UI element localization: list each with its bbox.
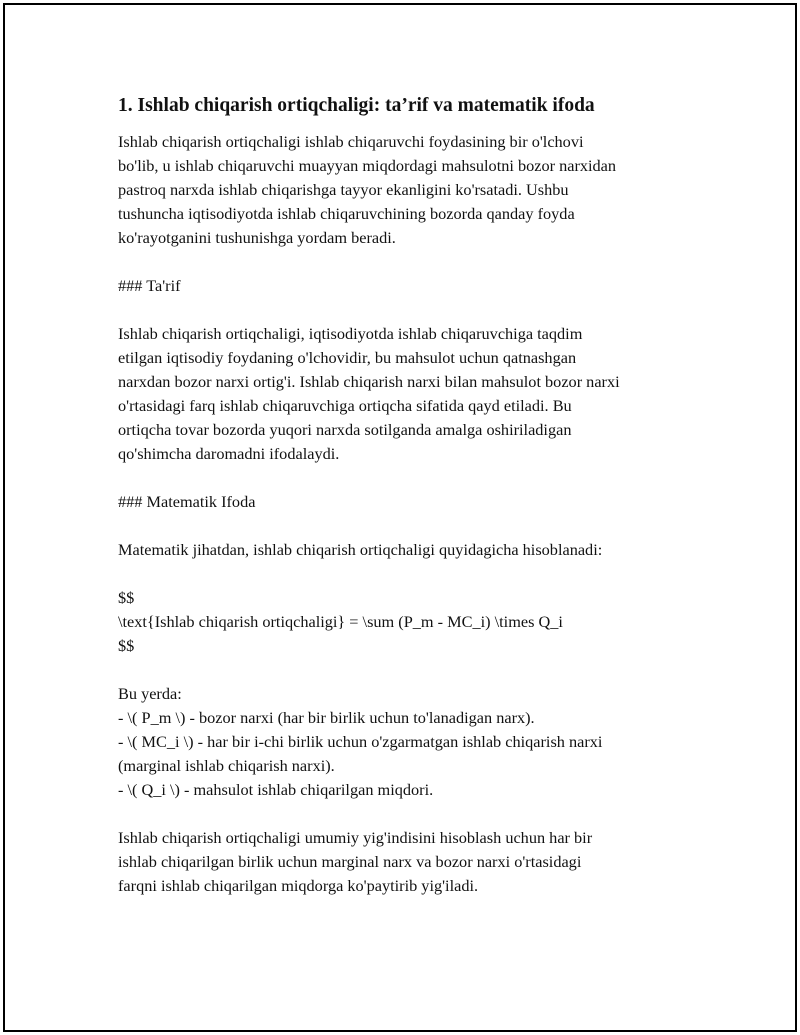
text-line: Ishlab chiqarish ortiqchaligi umumiy yig'indisini hisoblash uchun har bir (118, 828, 593, 847)
text-line: (marginal ishlab chiqarish narxi). (118, 756, 335, 775)
heading-tarif: ### Ta'rif (118, 276, 181, 295)
text-line: tushuncha iqtisodiyotda ishlab chiqaruvchining bozorda qanday foyda (118, 204, 575, 223)
formula-line: $$ (118, 588, 135, 607)
formula-line: \text{Ishlab chiqarish ortiqchaligi} = \sum (P_m - MC_i) \times Q_i (118, 612, 563, 631)
text-line: Bu yerda: (118, 684, 182, 703)
text-line: etilgan iqtisodiy foydaning o'lchovidir, bu mahsulot uchun qatnashgan (118, 348, 577, 367)
formula-block (118, 586, 718, 658)
tarif-paragraph (118, 322, 718, 466)
document-body (118, 92, 718, 898)
formula-line: $$ (118, 636, 135, 655)
intro-paragraph (118, 130, 718, 250)
list-item: - \( MC_i \) - har bir i-chi birlik uchun o'zgarmatgan ishlab chiqarish narxi (118, 732, 603, 751)
heading-ifoda: ### Matematik Ifoda (118, 492, 256, 511)
text-line: ishlab chiqarilgan birlik uchun marginal narx va bozor narxi o'rtasidagi (118, 852, 582, 871)
text-line: pastroq narxda ishlab chiqarishga tayyor ekanligini ko'rsatadi. Ushbu (118, 180, 569, 199)
text-line: Ishlab chiqarish ortiqchaligi ishlab chiqaruvchi foydasining bir o'lchovi (118, 132, 584, 151)
list-item: - \( P_m \) - bozor narxi (har bir birlik uchun to'lanadigan narx). (118, 708, 535, 727)
text-line: ko'rayotganini tushunishga yordam beradi. (118, 228, 396, 247)
list-item: - \( Q_i \) - mahsulot ishlab chiqarilgan miqdori. (118, 780, 434, 799)
text-line: narxdan bozor narxi ortig'i. Ishlab chiqarish narxi bilan mahsulot bozor narxi (118, 372, 620, 391)
text-line: qo'shimcha daromadni ifodalaydi. (118, 444, 340, 463)
text-line: farqni ishlab chiqarilgan miqdorga ko'paytirib yig'iladi. (118, 876, 479, 895)
text-line: ortiqcha tovar bozorda yuqori narxda sotilganda amalga oshiriladigan (118, 420, 572, 439)
text-line: o'rtasidagi farq ishlab chiqaruvchiga ortiqcha sifatida qayd etiladi. Bu (118, 396, 572, 415)
ifoda-intro: Matematik jihatdan, ishlab chiqarish ortiqchaligi quyidagicha hisoblanadi: (118, 540, 603, 559)
text-line: Ishlab chiqarish ortiqchaligi, iqtisodiyotda ishlab chiqaruvchiga taqdim (118, 324, 583, 343)
document-title: 1. Ishlab chiqarish ortiqchaligi: ta’rif va matematik ifoda (118, 95, 595, 116)
conclusion-paragraph (118, 826, 718, 898)
where-block (118, 682, 718, 802)
text-line: bo'lib, u ishlab chiqaruvchi muayyan miqdordagi mahsulotni bozor narxidan (118, 156, 617, 175)
